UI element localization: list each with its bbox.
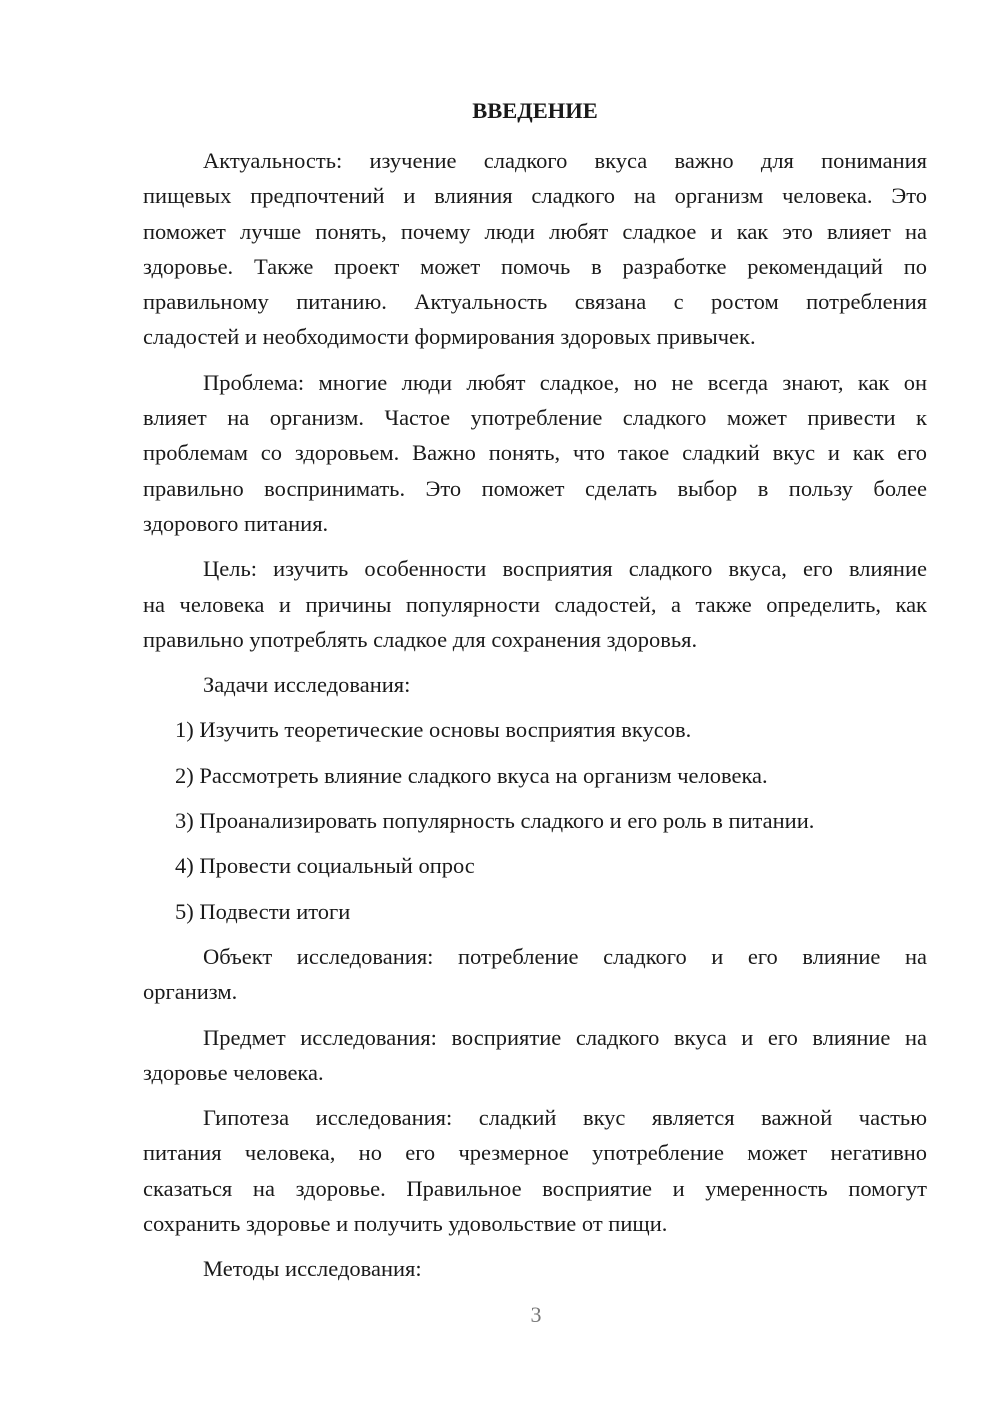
text-line: 4) Провести социальный опрос <box>175 853 475 879</box>
text-line: проблемам со здоровьем. Важно понять, что такое сладкий вкус и как его <box>143 440 927 466</box>
paragraph <box>143 1251 927 1286</box>
text-line: поможет лучше понять, почему люди любят сладкое и как это влияет на <box>143 218 927 244</box>
text-line: на человека и причины популярности сладостей, а также определить, как <box>143 591 927 617</box>
text-line: 1) Изучить теоретические основы восприятия вкусов. <box>175 717 692 743</box>
text-line: 2) Рассмотреть влияние сладкого вкуса на организм человека. <box>175 762 768 788</box>
paragraph <box>143 939 927 1010</box>
text-line: Предмет исследования: восприятие сладкого вкуса и его влияние на <box>203 1024 927 1050</box>
text-line: Проблема: многие люди любят сладкое, но не всегда знают, как он <box>203 369 927 395</box>
text-line: правильно воспринимать. Это поможет сделать выбор в пользу более <box>143 475 927 501</box>
text-line: Задачи исследования: <box>203 672 411 698</box>
page-number: 3 <box>530 1302 542 1327</box>
text-line: Цель: изучить особенности восприятия сладкого вкуса, его влияние <box>203 556 927 582</box>
text-line: правильно употреблять сладкое для сохранения здоровья. <box>143 626 698 652</box>
text-line: здоровье. Также проект может помочь в разработке рекомендаций по <box>143 253 927 279</box>
text-line: 3) Проанализировать популярность сладкого и его роль в питании. <box>175 808 815 834</box>
list-item <box>143 712 927 747</box>
text-line: пищевых предпочтений и влияния сладкого на организм человека. Это <box>143 183 927 209</box>
paragraph <box>143 365 927 541</box>
body-text <box>143 143 927 1287</box>
text-line: здоровье человека. <box>143 1059 324 1085</box>
text-line: правильному питанию. Актуальность связана с ростом потребления <box>143 289 927 315</box>
text-line: сказаться на здоровье. Правильное восприятие и умеренность помогут <box>143 1175 927 1201</box>
text-line: 5) Подвести итоги <box>175 898 351 924</box>
text-line: Объект исследования: потребление сладкого и его влияние на <box>203 943 927 969</box>
text-line: Актуальность: изучение сладкого вкуса важно для понимания <box>203 148 927 173</box>
list-item <box>143 848 927 883</box>
list-item <box>143 894 927 929</box>
text-line: сладостей и необходимости формирования здоровых привычек. <box>143 324 756 350</box>
text-line: организм. <box>143 979 238 1005</box>
text-line: здорового питания. <box>143 510 329 536</box>
text-line: влияет на организм. Частое употребление сладкого может привести к <box>143 405 927 431</box>
text-line: Методы исследования: <box>203 1256 422 1282</box>
text-line: питания человека, но его чрезмерное употребление может негативно <box>143 1140 927 1166</box>
text-line: сохранить здоровье и получить удовольствие от пищи. <box>143 1211 668 1237</box>
list-item <box>143 803 927 838</box>
section-title: ВВЕДЕНИЕ <box>472 98 598 123</box>
paragraph <box>143 551 927 657</box>
paragraph <box>143 667 927 702</box>
paragraph <box>143 1100 927 1241</box>
document-page <box>143 93 927 1297</box>
paragraph <box>143 143 927 355</box>
list-item <box>143 758 927 793</box>
paragraph <box>143 1020 927 1091</box>
text-line: Гипотеза исследования: сладкий вкус является важной частью <box>203 1105 927 1131</box>
